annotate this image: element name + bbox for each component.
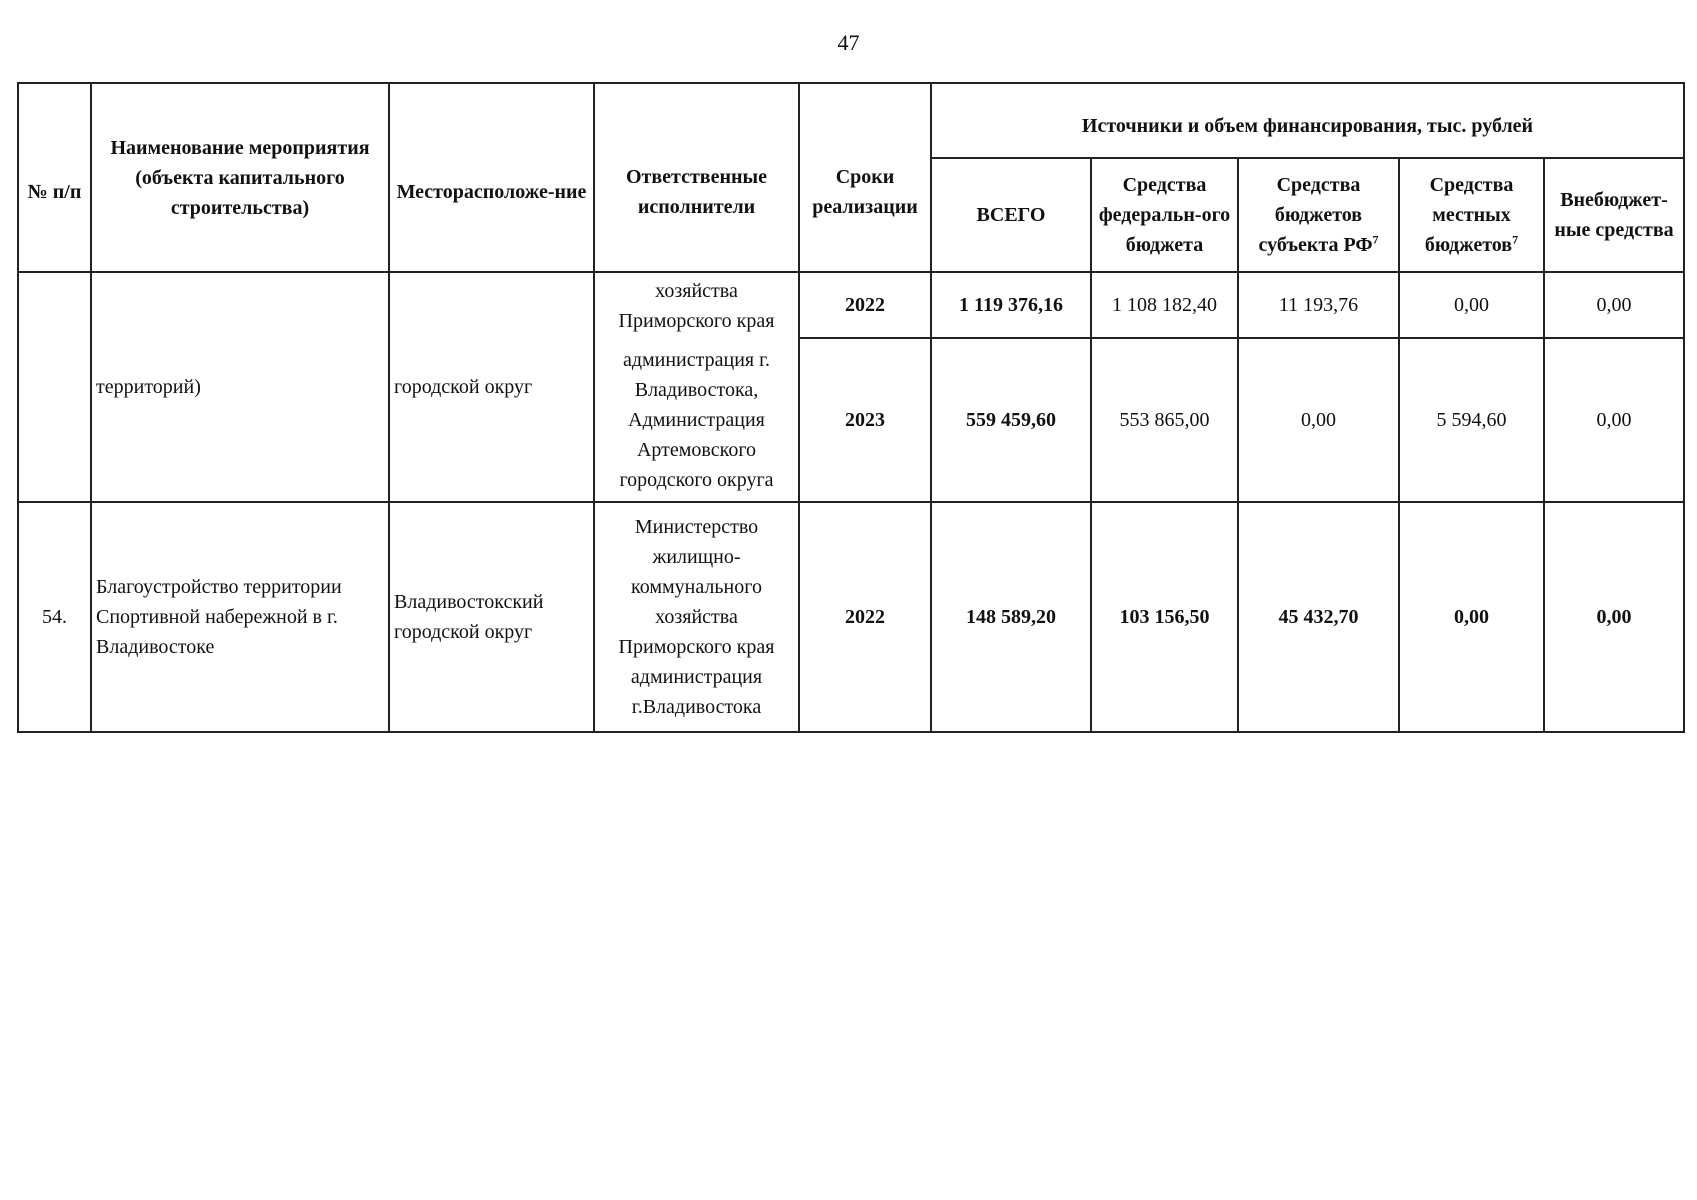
financing-table [17, 82, 1685, 733]
header-subject-note: 7 [1372, 232, 1379, 247]
row-num [18, 272, 91, 502]
header-local-note: 7 [1512, 232, 1519, 247]
row-federal: 103 156,50 [1091, 502, 1238, 732]
row-num: 54. [18, 502, 91, 732]
row-local: 5 594,60 [1399, 338, 1544, 502]
row-year: 2022 [799, 502, 931, 732]
row-year: 2023 [799, 338, 931, 502]
table-row [18, 502, 1684, 732]
row-federal: 1 108 182,40 [1091, 272, 1238, 338]
row-subject: 45 432,70 [1238, 502, 1399, 732]
header-local [1399, 158, 1544, 272]
row-executors: Министерство жилищно-коммунального хозяйства Приморского края администрация г.Владивостока [594, 502, 799, 732]
header-sources: Источники и объем финансирования, тыс. рублей [931, 83, 1684, 158]
row-extra: 0,00 [1544, 502, 1684, 732]
table-row [18, 272, 1684, 338]
row-local: 0,00 [1399, 502, 1544, 732]
header-executors: Ответственные исполнители [594, 83, 799, 272]
row-executors-part-b: администрация г. Владивостока, Администрация Артемовского городского округа [594, 338, 799, 502]
row-executors-part-a: хозяйства Приморского края [594, 272, 799, 338]
header-federal: Средства федеральн-ого бюджета [1091, 158, 1238, 272]
row-federal: 553 865,00 [1091, 338, 1238, 502]
header-extra: Внебюджет-ные средства [1544, 158, 1684, 272]
row-total: 559 459,60 [931, 338, 1091, 502]
row-total: 148 589,20 [931, 502, 1091, 732]
row-local: 0,00 [1399, 272, 1544, 338]
row-location: городской округ [389, 272, 594, 502]
row-subject: 11 193,76 [1238, 272, 1399, 338]
row-total: 1 119 376,16 [931, 272, 1091, 338]
header-row-1 [18, 83, 1684, 158]
row-extra: 0,00 [1544, 338, 1684, 502]
row-name: Благоустройство территории Спортивной набережной в г. Владивостоке [91, 502, 389, 732]
row-extra: 0,00 [1544, 272, 1684, 338]
header-local-label: Средства местных бюджетов [1424, 174, 1514, 256]
row-year: 2022 [799, 272, 931, 338]
header-subject-label: Средства бюджетов субъекта РФ [1258, 174, 1373, 256]
header-period: Сроки реализации [799, 83, 931, 272]
header-num: № п/п [18, 83, 91, 272]
header-subject [1238, 158, 1399, 272]
row-name: территорий) [91, 272, 389, 502]
row-location: Владивостокский городской округ [389, 502, 594, 732]
header-total: ВСЕГО [931, 158, 1091, 272]
header-location: Месторасположе-ние [389, 83, 594, 272]
header-name: Наименование мероприятия (объекта капитального строительства) [91, 83, 389, 272]
row-subject: 0,00 [1238, 338, 1399, 502]
page-number: 47 [837, 30, 860, 55]
